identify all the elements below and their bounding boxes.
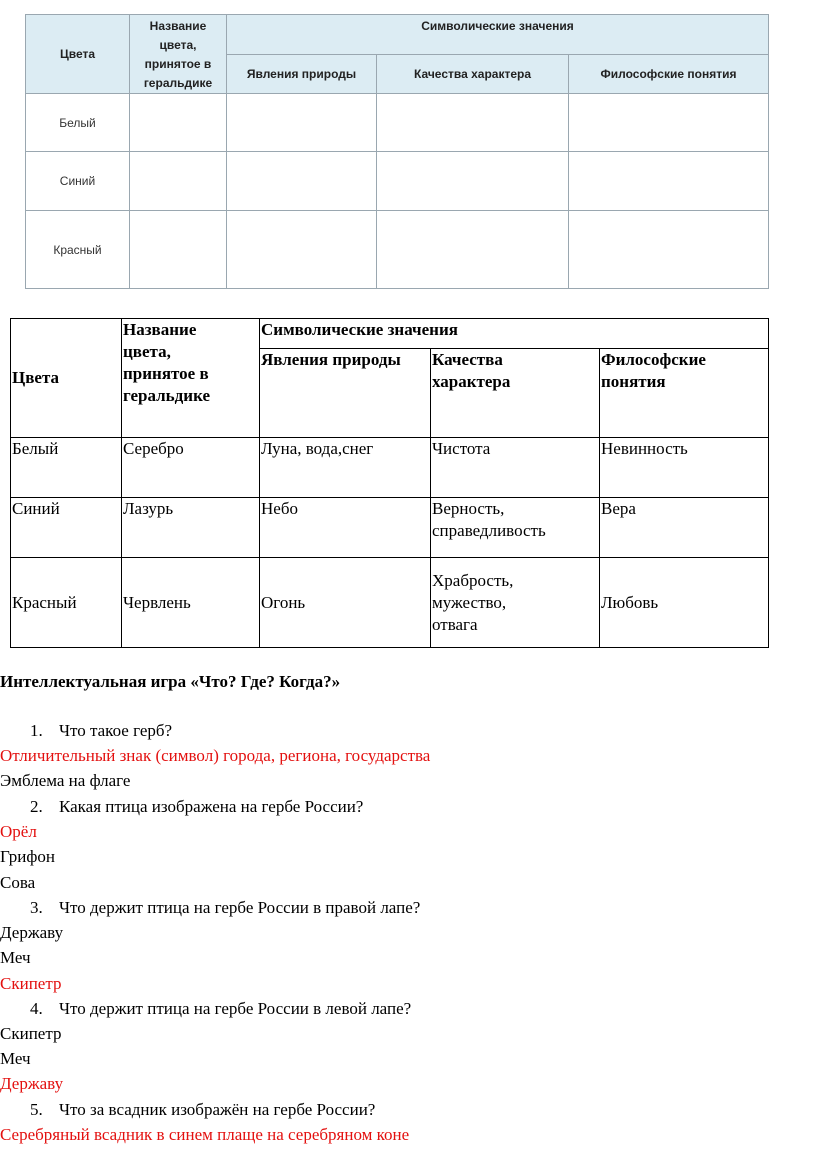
answer-option: Меч bbox=[0, 1049, 31, 1068]
answer-correct: Серебряный всадник в синем плаще на серебряном коне bbox=[0, 1125, 410, 1144]
question-number: 2. bbox=[30, 797, 43, 816]
col-name-header: Название цвета, принятое в геральдике bbox=[130, 15, 227, 94]
cell-philosophy: Невинность bbox=[600, 438, 769, 498]
question-text: Что держит птица на гербе России в правой лапе? bbox=[59, 898, 421, 917]
cell-name: Серебро bbox=[122, 438, 260, 498]
table-row bbox=[11, 438, 769, 498]
table-cell bbox=[130, 94, 227, 152]
answer-option: Сова bbox=[0, 873, 36, 892]
answer-correct: Отличительный знак (символ) города, региона, государства bbox=[0, 746, 431, 765]
question-text: Что держит птица на гербе России в левой лапе? bbox=[59, 999, 412, 1018]
col-nature-header: Явления природы bbox=[260, 349, 431, 438]
col-colors-header: Цвета bbox=[26, 15, 130, 94]
col-colors-header: Цвета bbox=[11, 319, 122, 438]
answer-option: Эмблема на флаге bbox=[0, 771, 131, 790]
cell-character: Верность, справедливость bbox=[431, 498, 600, 558]
cell-philosophy: Любовь bbox=[600, 558, 769, 648]
question-3 bbox=[0, 897, 760, 919]
quiz-title: Интеллектуальная игра «Что? Где? Когда?» bbox=[0, 672, 341, 691]
question-text: Что такое герб? bbox=[59, 721, 173, 740]
table-cell bbox=[569, 211, 769, 289]
row-label-white: Белый bbox=[26, 94, 130, 152]
question-5 bbox=[0, 1099, 760, 1121]
table-cell bbox=[377, 152, 569, 211]
cell-name: Червлень bbox=[122, 558, 260, 648]
cell-nature: Небо bbox=[260, 498, 431, 558]
answer-option: Скипетр bbox=[0, 1024, 62, 1043]
question-number: 1. bbox=[30, 721, 43, 740]
table-row bbox=[11, 498, 769, 558]
heraldry-table-filled bbox=[10, 318, 769, 648]
col-nature-header: Явления природы bbox=[227, 54, 377, 94]
row-label-red: Красный bbox=[26, 211, 130, 289]
table-cell bbox=[227, 94, 377, 152]
cell-nature: Луна, вода,снег bbox=[260, 438, 431, 498]
question-2 bbox=[0, 796, 760, 818]
cell-character: Чистота bbox=[431, 438, 600, 498]
cell-color: Красный bbox=[11, 558, 122, 648]
cell-name: Лазурь bbox=[122, 498, 260, 558]
row-label-blue: Синий bbox=[26, 152, 130, 211]
table-cell bbox=[569, 152, 769, 211]
table-cell bbox=[130, 152, 227, 211]
table-cell bbox=[569, 94, 769, 152]
col-name-header: Название цвета, принятое в геральдике bbox=[122, 319, 260, 438]
answer-option: Державу bbox=[0, 923, 64, 942]
table-cell bbox=[227, 152, 377, 211]
cell-color: Белый bbox=[11, 438, 122, 498]
answer-correct: Державу bbox=[0, 1074, 64, 1093]
col-philosophy-header: Философские понятия bbox=[600, 349, 769, 438]
question-text: Какая птица изображена на гербе России? bbox=[59, 797, 364, 816]
question-text: Что за всадник изображён на гербе России? bbox=[59, 1100, 376, 1119]
answer-correct: Скипетр bbox=[0, 974, 62, 993]
cell-character: Храбрость, мужество, отвага bbox=[431, 558, 600, 648]
cell-philosophy: Вера bbox=[600, 498, 769, 558]
question-number: 4. bbox=[30, 999, 43, 1018]
col-symbolic-header: Символические значения bbox=[260, 319, 769, 349]
question-4 bbox=[0, 998, 760, 1020]
col-character-header: Качества характера bbox=[377, 54, 569, 94]
answer-correct: Орёл bbox=[0, 822, 37, 841]
question-1 bbox=[0, 720, 760, 742]
table-cell bbox=[227, 211, 377, 289]
cell-color: Синий bbox=[11, 498, 122, 558]
col-symbolic-header: Символические значения bbox=[227, 15, 769, 55]
answer-option: Меч bbox=[0, 948, 31, 967]
table-row bbox=[11, 558, 769, 648]
answer-option: Грифон bbox=[0, 847, 55, 866]
heraldry-table-blank bbox=[25, 14, 769, 289]
table-cell bbox=[377, 211, 569, 289]
col-character-header: Качества характера bbox=[431, 349, 600, 438]
table-cell bbox=[130, 211, 227, 289]
question-number: 5. bbox=[30, 1100, 43, 1119]
table-cell bbox=[377, 94, 569, 152]
cell-nature: Огонь bbox=[260, 558, 431, 648]
question-number: 3. bbox=[30, 898, 43, 917]
col-philosophy-header: Философские понятия bbox=[569, 54, 769, 94]
